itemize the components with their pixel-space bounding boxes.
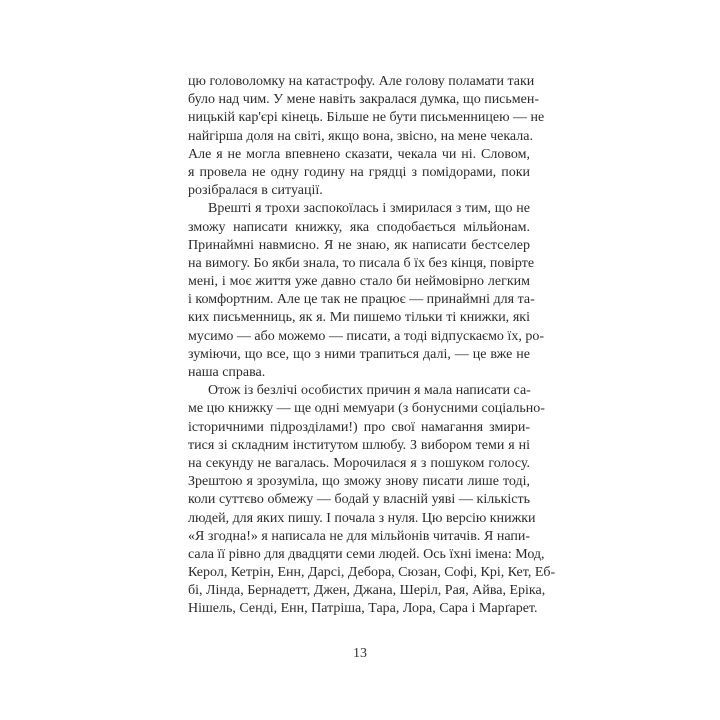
text-line: мусимо — або можемо — писати, а тоді відпускаємо їх, ро- — [188, 328, 544, 344]
text-line: ницькій кар'єрі кінець. Більше не бути письменницею — не — [188, 110, 545, 126]
text-line: Зрештою я зрозуміла, що зможу знову писати лише тоді, — [188, 474, 530, 490]
page-number: 13 — [353, 646, 367, 661]
text-line: тися зі складним інститутом шлюбу. З вибором теми я ні — [188, 437, 530, 453]
text-line: Нішель, Сенді, Енн, Патріша, Тара, Лора, Сара і Марґарет. — [188, 601, 538, 617]
paragraph — [188, 200, 544, 382]
text-line: Врешті я трохи заспокоїлась і змирилася з тим, що не — [208, 201, 530, 217]
text-line: ме цю книжку — ще одні мемуари (з бонусними соціально- — [188, 401, 545, 417]
text-line: бі, Лінда, Бернадетт, Джен, Джана, Шеріл, Рая, Айва, Еріка, — [188, 583, 546, 599]
text-line: зуміючи, що все, що з ними трапиться далі, — це вже не — [188, 346, 530, 362]
text-line: я провела не одну годину на грядці з помідорами, поки — [188, 164, 530, 180]
text-line: на секунду не вагалась. Морочилася я з пошуком голосу. — [188, 455, 530, 471]
text-line: найгірша доля на світі, якщо вона, звісно, на мене чекала. — [188, 128, 533, 144]
text-line: сала її рівно для двадцяти семи людей. Ось їхні імена: Мод, — [188, 546, 545, 562]
text-line: зможу написати книжку, яка сподобається мільйонам. — [188, 219, 530, 235]
text-line: і комфортним. Але це так не працює — принаймні для та- — [188, 292, 535, 308]
text-line: Але я не могла впевнено сказати, чекала чи ні. Словом, — [188, 146, 530, 162]
text-line: Керол, Кетрін, Енн, Дарсі, Дебора, Сюзан, Софі, Крі, Кет, Еб- — [188, 565, 556, 581]
text-line: розібралася в ситуації. — [188, 183, 323, 199]
text-line: ких письменниць, як я. Ми пишемо тільки ті книжки, які — [188, 310, 530, 326]
text-line: було над чим. У мене навіть закралася думка, що письмен- — [188, 92, 540, 108]
text-line: наша справа. — [188, 365, 266, 380]
text-line: цю головоломку на катастрофу. Але голову поламати таки — [188, 74, 535, 89]
paragraph — [188, 382, 556, 618]
text-line: «Я згодна!» я написала не для мільйонів читачів. Я напи- — [188, 528, 530, 544]
text-line: людей, для яких пишу. І почала з нуля. Цю версію книжки — [188, 510, 536, 526]
text-line: історичними підрозділами!) про свої намагання змири- — [188, 419, 530, 435]
text-line: на вимогу. Бо якби знала, то писала б їх без кінця, повірте — [188, 255, 535, 271]
text-line: мені, і моє життя уже давно стало би неймовірно легким — [188, 274, 530, 290]
body-text — [188, 73, 556, 619]
text-line: коли суттєво обмежу — бодай у власній уяві — кількість — [188, 492, 530, 508]
text-line: Отож із безлічі особистих причин я мала написати са- — [208, 383, 531, 399]
paragraph — [188, 73, 545, 200]
text-line: Принаймні навмисно. Я не знаю, як написати бестселер — [188, 237, 530, 253]
